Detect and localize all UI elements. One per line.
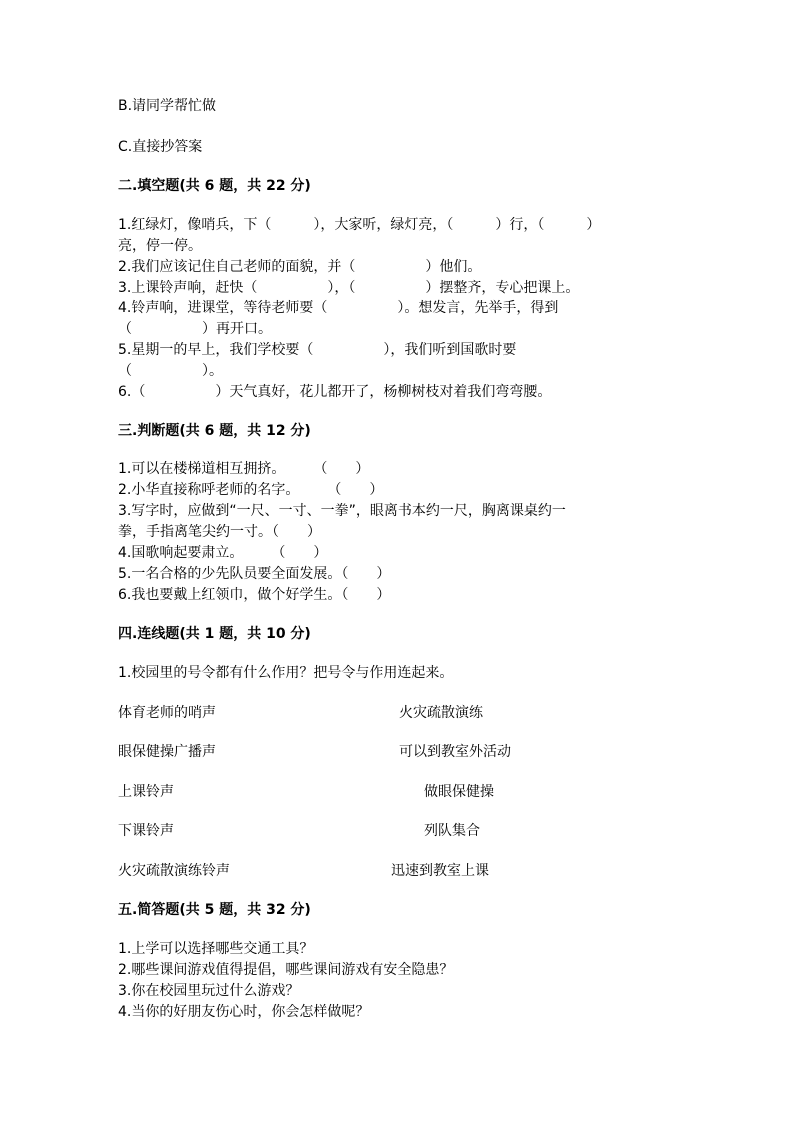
judge-line: 拳，手指离笔尖约一寸。（ ） [118, 524, 321, 540]
fill-line: 5.星期一的早上，我们学校要（ ），我们听到国歌时要 [118, 342, 517, 358]
short-answer-line: 3.你在校园里玩过什么游戏？ [118, 983, 300, 999]
match-right-item: 做眼保健操 [424, 784, 494, 800]
judge-line: 2.小华直接称呼老师的名字。 （ ） [118, 482, 384, 498]
match-left-item: 体育老师的哨声 [118, 705, 216, 721]
judge-line: 5.一名合格的少先队员要全面发展。（ ） [118, 566, 391, 582]
judge-line: 1.可以在楼梯道相互拥挤。 （ ） [118, 461, 370, 477]
match-right-item: 火灾疏散演练 [399, 705, 483, 721]
option-c: C.直接抄答案 [118, 139, 203, 155]
fill-line: 4.铃声响，进课堂，等待老师要（ ）。想发言，先举手，得到 [118, 300, 559, 316]
section-3-title: 三.判断题(共 6 题，共 12 分) [118, 423, 311, 439]
fill-line: 2.我们应该记住自己老师的面貌，并（ ）他们。 [118, 259, 482, 275]
match-left-item: 眼保健操广播声 [118, 744, 216, 760]
section-5-title: 五.简答题(共 5 题，共 32 分) [118, 902, 311, 918]
short-answer-line: 2.哪些课间游戏值得提倡，哪些课间游戏有安全隐患？ [118, 962, 454, 978]
judge-line: 4.国歌响起要肃立。 （ ） [118, 545, 328, 561]
fill-line: 1.红绿灯，像哨兵，下（ ），大家听，绿灯亮，（ ）行，（ ） [118, 217, 601, 233]
option-b: B.请同学帮忙做 [118, 98, 217, 114]
section-2-title: 二.填空题(共 6 题，共 22 分) [118, 178, 311, 194]
fill-line: （ ）再开口。 [118, 321, 272, 337]
match-right-item: 迅速到教室上课 [391, 863, 489, 879]
match-right-item: 列队集合 [424, 823, 480, 839]
judge-line: 6.我也要戴上红领巾，做个好学生。（ ） [118, 587, 391, 603]
matching-question: 1.校园里的号令都有什么作用？把号令与作用连起来。 [118, 665, 454, 681]
fill-line: 亮，停一停。 [118, 238, 202, 254]
short-answer-line: 1.上学可以选择哪些交通工具？ [118, 941, 314, 957]
fill-line: （ ）。 [118, 363, 223, 379]
match-left-item: 下课铃声 [118, 823, 174, 839]
fill-line: 6.（ ）天气真好，花儿都开了，杨柳树枝对着我们弯弯腰。 [118, 384, 552, 400]
section-4-title: 四.连线题(共 1 题，共 10 分) [118, 626, 311, 642]
judge-line: 3.写字时，应做到“一尺、一寸、一拳”，眼离书本约一尺，胸离课桌约一 [118, 503, 566, 519]
short-answer-line: 4.当你的好朋友伤心时，你会怎样做呢？ [118, 1004, 370, 1020]
match-left-item: 火灾疏散演练铃声 [118, 863, 230, 879]
match-right-item: 可以到教室外活动 [399, 744, 511, 760]
fill-line: 3.上课铃声响，赶快（ ），（ ）摆整齐，专心把课上。 [118, 280, 580, 296]
match-left-item: 上课铃声 [118, 784, 174, 800]
